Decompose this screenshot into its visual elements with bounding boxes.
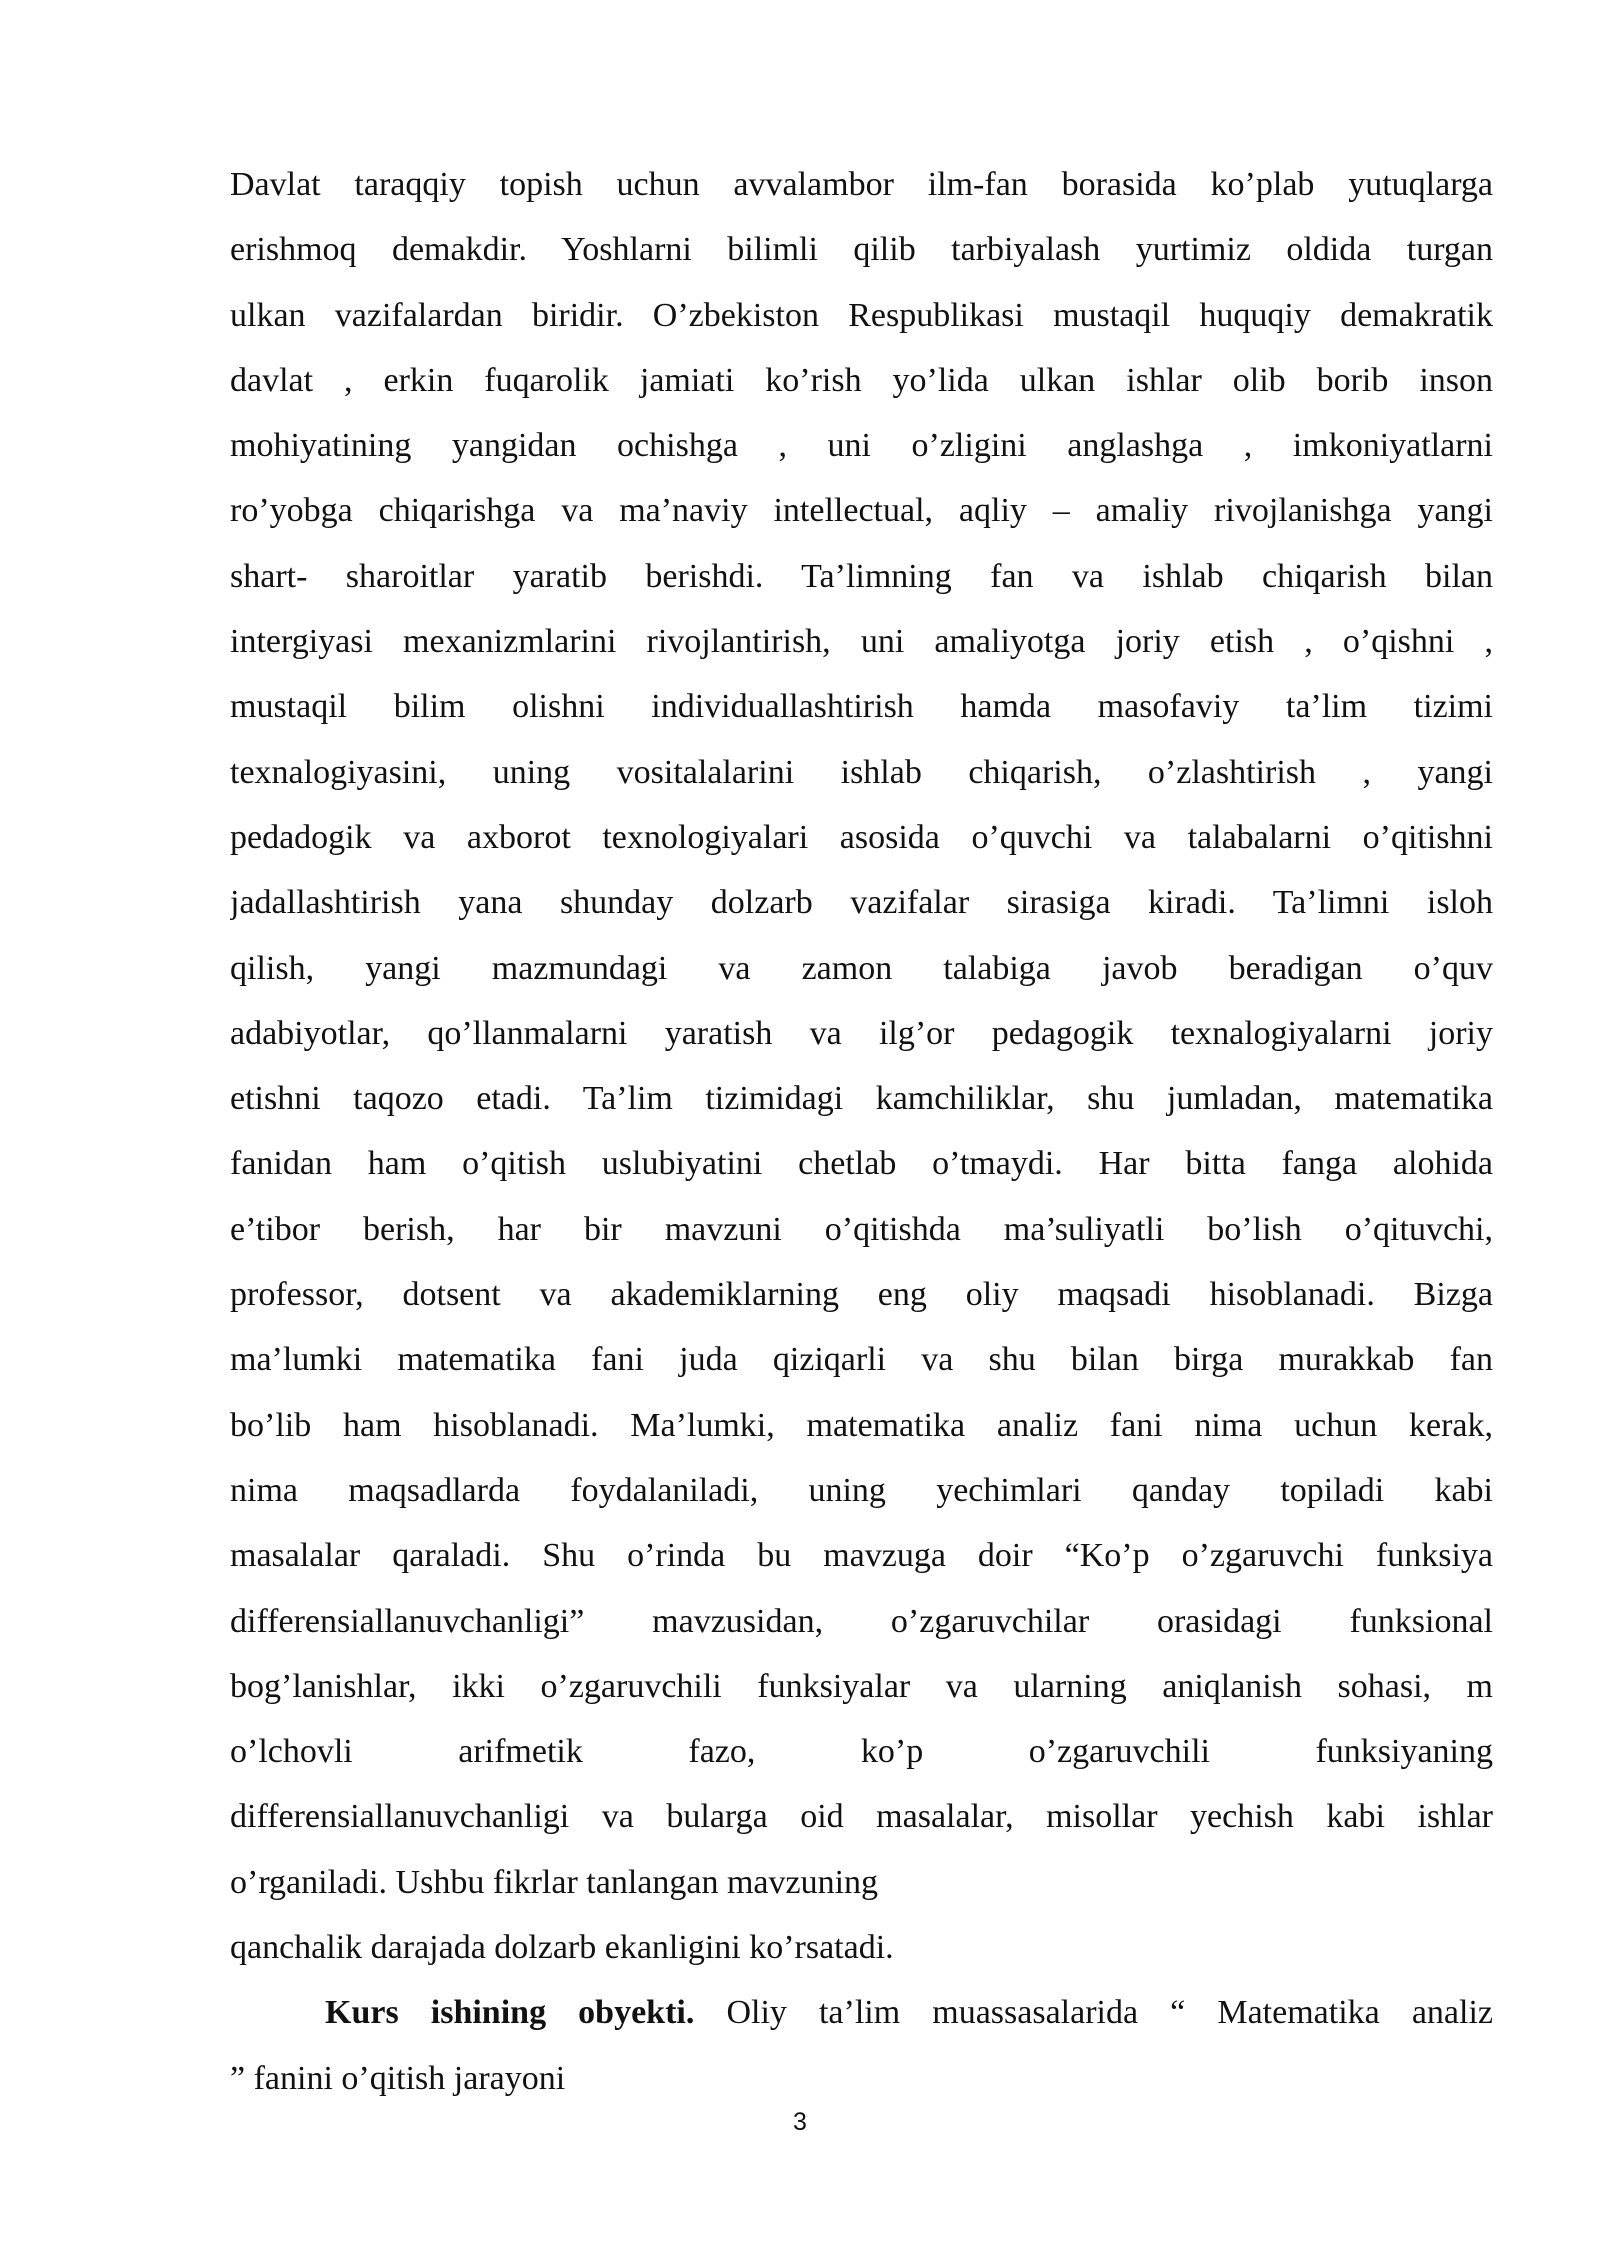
text-line: qilish, yangi mazmundagi va zamon talabiga javob beradigan o’quv <box>230 949 1493 987</box>
text-line: o’lchovli arifmetik fazo, ko’p o’zgaruvchili funksiyaning <box>230 1733 1493 1771</box>
text-line: ” fanini o’qitish jarayoni <box>230 2059 566 2097</box>
text-line: intergiyasi mexanizmlarini rivojlantirish, uni amaliyotga joriy etish , o’qishni , <box>230 623 1493 661</box>
text-line: davlat , erkin fuqarolik jamiati ko’rish yo’lida ulkan ishlar olib borib inson <box>230 361 1493 399</box>
text-line <box>230 1980 1493 2045</box>
text-line: Davlat taraqqiy topish uchun avvalambor ilm-fan borasida ko’plab yutuqlarga <box>230 166 1493 203</box>
text-line: qanchalik darajada dolzarb ekanligini ko’rsatadi. <box>230 1929 894 1967</box>
text-line: texnalogiyasini, uning vositalalarini ishlab chiqarish, o’zlashtirish , yangi <box>230 753 1493 791</box>
text-line: nima maqsadlarda foydalaniladi, uning yechimlari qanday topiladi kabi <box>230 1471 1493 1509</box>
text-line: ro’yobga chiqarishga va ma’naviy intellectual, aqliy – amaliy rivojlanishga yangi <box>230 492 1493 530</box>
heading-continuation: Oliy ta’lim muassasalarida “ Matematika analiz <box>694 1994 1493 2032</box>
text-line: mohiyatining yangidan ochishga , uni o’zligini anglashga , imkoniyatlarni <box>230 427 1493 465</box>
text-line: pedadogik va axborot texnologiyalari asosida o’quvchi va talabalarni o’qitishni <box>230 818 1493 856</box>
body-text <box>230 152 1493 2111</box>
text-line: bo’lib ham hisoblanadi. Ma’lumki, matematika analiz fani nima uchun kerak, <box>230 1406 1493 1444</box>
text-line: shart- sharoitlar yaratib berishdi. Ta’limning fan va ishlab chiqarish bilan <box>230 557 1493 595</box>
text-line: mustaqil bilim olishni individuallashtirish hamda masofaviy ta’lim tizimi <box>230 688 1493 726</box>
text-line: differensiallanuvchanligi” mavzusidan, o’zgaruvchilar orasidagi funksional <box>230 1602 1493 1640</box>
text-line: masalalar qaraladi. Shu o’rinda bu mavzuga doir “Ko’p o’zgaruvchi funksiya <box>230 1537 1493 1575</box>
section-heading: Kurs ishining obyekti. <box>325 1994 695 2032</box>
text-line: differensiallanuvchanligi va bularga oid masalalar, misollar yechish kabi ishlar <box>230 1798 1493 1836</box>
text-line: jadallashtirish yana shunday dolzarb vazifalar sirasiga kiradi. Ta’limni isloh <box>230 884 1493 922</box>
text-line: ulkan vazifalardan biridir. O’zbekiston Respublikasi mustaqil huquqiy demakratik <box>230 296 1493 334</box>
text-line: professor, dotsent va akademiklarning eng oliy maqsadi hisoblanadi. Bizga <box>230 1276 1493 1314</box>
text-line: o’rganiladi. Ushbu fikrlar tanlangan mavzuning <box>230 1863 879 1901</box>
text-line: ma’lumki matematika fani juda qiziqarli va shu bilan birga murakkab fan <box>230 1341 1493 1379</box>
text-line: e’tibor berish, har bir mavzuni o’qitishda ma’suliyatli bo’lish o’qituvchi, <box>230 1210 1493 1248</box>
text-line: fanidan ham o’qitish uslubiyatini chetlab o’tmaydi. Har bitta fanga alohida <box>230 1145 1493 1183</box>
text-line: adabiyotlar, qo’llanmalarni yaratish va ilg’or pedagogik texnalogiyalarni joriy <box>230 1014 1493 1052</box>
text-line: erishmoq demakdir. Yoshlarni bilimli qilib tarbiyalash yurtimiz oldida turgan <box>230 231 1493 269</box>
text-line: bog’lanishlar, ikki o’zgaruvchili funksiyalar va ularning aniqlanish sohasi, m <box>230 1667 1493 1705</box>
paragraph-intro <box>230 152 1493 1980</box>
paragraph-course-object <box>230 1980 1493 2111</box>
text-line: etishni taqozo etadi. Ta’lim tizimidagi kamchiliklar, shu jumladan, matematika <box>230 1080 1493 1118</box>
page-number: 3 <box>793 2108 807 2136</box>
